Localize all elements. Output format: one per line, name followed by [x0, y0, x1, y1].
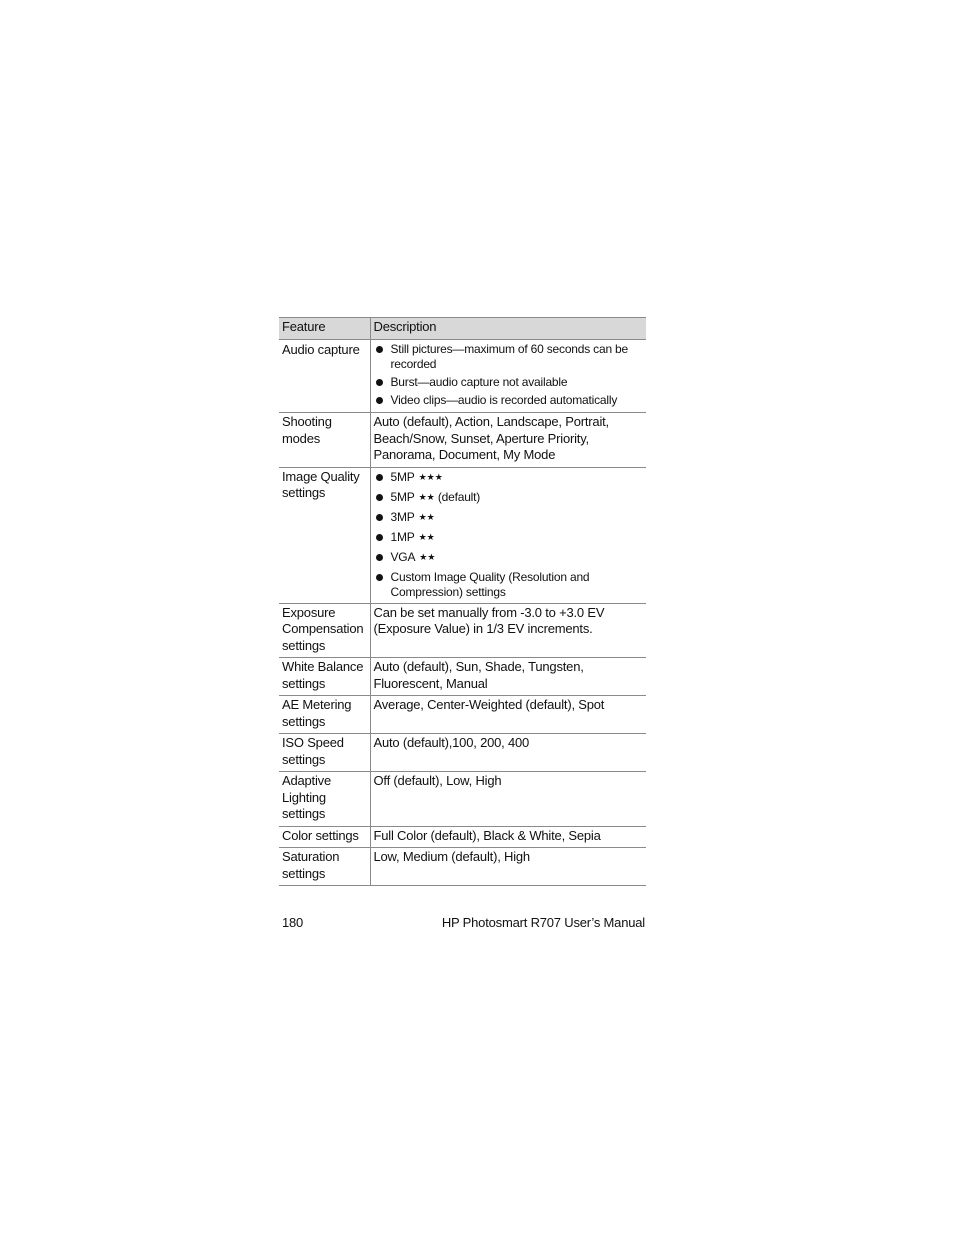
- table-row: [279, 467, 646, 603]
- description-cell: [370, 467, 646, 603]
- feature-cell: Saturation settings: [279, 848, 370, 886]
- list-item: Video clips—audio is recorded automatically: [374, 393, 643, 408]
- list-item: Burst—audio capture not available: [374, 375, 643, 390]
- table-row: [279, 848, 646, 886]
- feature-cell: Color settings: [279, 826, 370, 848]
- description-cell: Can be set manually from -3.0 to +3.0 EV (Exposure Value) in 1/3 EV increments.: [370, 603, 646, 658]
- bullet-icon: [376, 494, 383, 501]
- feature-cell: AE Metering settings: [279, 696, 370, 734]
- description-cell: Average, Center-Weighted (default), Spot: [370, 696, 646, 734]
- bullet-icon: [376, 574, 383, 581]
- list-item: VGA ★★: [374, 550, 643, 565]
- table-row: [279, 734, 646, 772]
- bullet-icon: [376, 397, 383, 404]
- quality-stars-icon: ★★: [418, 531, 435, 542]
- description-cell: Auto (default), Sun, Shade, Tungsten, Fluorescent, Manual: [370, 658, 646, 696]
- bullet-icon: [376, 379, 383, 386]
- description-cell: Low, Medium (default), High: [370, 848, 646, 886]
- description-cell: [370, 340, 646, 413]
- bullet-icon: [376, 346, 383, 353]
- page-number: 180: [282, 915, 304, 930]
- quality-stars-icon: ★★: [418, 491, 435, 502]
- feature-cell: White Balance settings: [279, 658, 370, 696]
- list-item: 1MP ★★: [374, 530, 643, 545]
- quality-stars-icon: ★★★: [418, 471, 443, 482]
- table-header-row: [279, 318, 646, 340]
- table-row: [279, 413, 646, 468]
- description-cell: Auto (default), Action, Landscape, Portrait, Beach/Snow, Sunset, Aperture Priority, Panorama, Document, My Mode: [370, 413, 646, 468]
- list-item: 5MP ★★★: [374, 470, 643, 485]
- list-item: Custom Image Quality (Resolution and Compression) settings: [374, 570, 643, 600]
- feature-cell: Image Quality settings: [279, 467, 370, 603]
- manual-title: HP Photosmart R707 User’s Manual: [441, 915, 645, 930]
- header-feature: Feature: [279, 318, 370, 340]
- quality-stars-icon: ★★: [419, 551, 436, 562]
- feature-cell: Exposure Compensation settings: [279, 603, 370, 658]
- bullet-icon: [376, 534, 383, 541]
- table-row: [279, 826, 646, 848]
- table-row: [279, 772, 646, 827]
- feature-cell: ISO Speed settings: [279, 734, 370, 772]
- specifications-table: [279, 317, 646, 886]
- feature-cell: Audio capture: [279, 340, 370, 413]
- table-row: [279, 603, 646, 658]
- table-row: [279, 696, 646, 734]
- bullet-icon: [376, 514, 383, 521]
- table-row: [279, 658, 646, 696]
- table-row: [279, 340, 646, 413]
- bullet-list: [374, 342, 643, 408]
- bullet-icon: [376, 554, 383, 561]
- bullet-list: [374, 470, 643, 600]
- description-cell: Auto (default),100, 200, 400: [370, 734, 646, 772]
- feature-cell: Adaptive Lighting settings: [279, 772, 370, 827]
- bullet-icon: [376, 474, 383, 481]
- list-item: Still pictures—maximum of 60 seconds can be recorded: [374, 342, 643, 372]
- list-item: 3MP ★★: [374, 510, 643, 525]
- list-item: 5MP ★★ (default): [374, 490, 643, 505]
- description-cell: Full Color (default), Black & White, Sepia: [370, 826, 646, 848]
- description-cell: Off (default), Low, High: [370, 772, 646, 827]
- quality-stars-icon: ★★: [418, 511, 435, 522]
- header-description: Description: [370, 318, 646, 340]
- feature-cell: Shooting modes: [279, 413, 370, 468]
